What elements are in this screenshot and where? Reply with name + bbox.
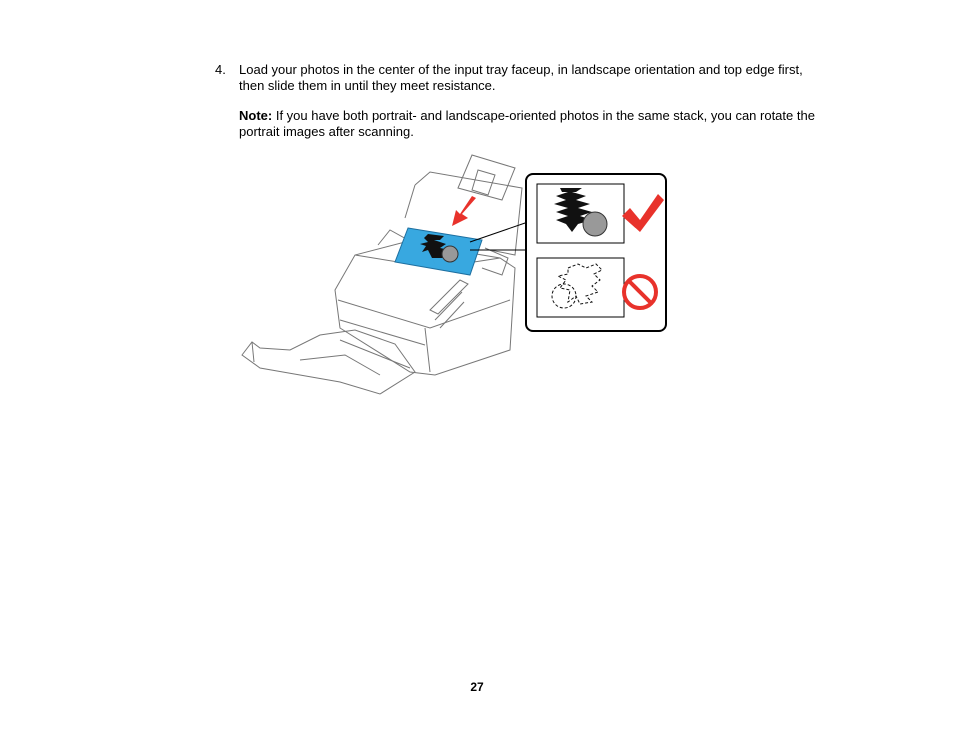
arrow-down-icon xyxy=(452,196,476,226)
scanner-illustration xyxy=(230,150,680,405)
note-label: Note: xyxy=(239,108,273,123)
page-number: 27 xyxy=(470,680,484,694)
photo-on-tray xyxy=(395,228,482,275)
note-text: If you have both portrait- and landscape-oriented photos in the same stack, you can rotate the portrait images after scanning. xyxy=(239,108,815,139)
step-number: 4. xyxy=(215,62,226,77)
scanner-figure xyxy=(230,150,680,405)
step-text: Load your photos in the center of the input tray faceup, in landscape orientation and top edge first, then slide them in until they meet resistance. xyxy=(239,62,803,93)
note xyxy=(239,108,839,140)
